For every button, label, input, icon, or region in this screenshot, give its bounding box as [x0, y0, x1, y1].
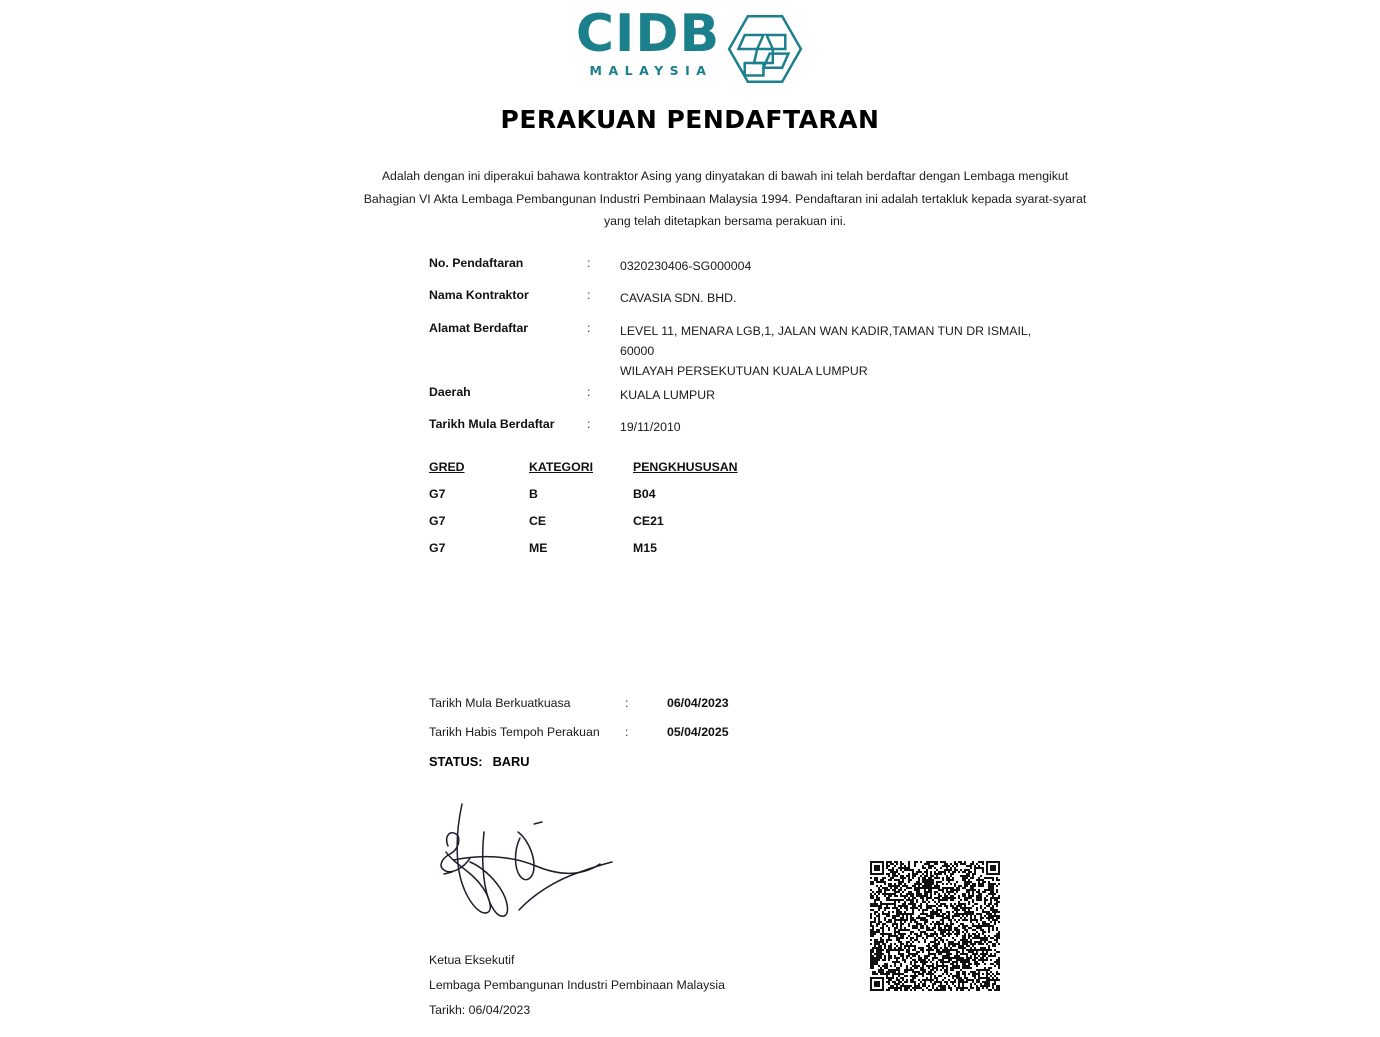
- colon: :: [587, 417, 591, 432]
- grade-category-table: [429, 460, 793, 568]
- column-header-kategori: KATEGORI: [529, 460, 593, 474]
- validity-row-effective-date: [429, 696, 949, 710]
- validity-row-expiry-date: [429, 725, 949, 739]
- registration-details-secondary: [429, 385, 1129, 450]
- label-district: Daerah: [429, 385, 471, 399]
- status-badge: [429, 754, 949, 769]
- table-row: [429, 487, 793, 514]
- label-effective-date: Tarikh Mula Berkuatkuasa: [429, 696, 571, 710]
- colon: :: [587, 288, 591, 303]
- cell-pengkhususan: B04: [633, 487, 656, 501]
- detail-row-registered-address: [429, 321, 1129, 382]
- label-status: STATUS:: [429, 754, 483, 769]
- cell-pengkhususan: CE21: [633, 514, 664, 528]
- address-line-2: 60000: [620, 343, 655, 358]
- cell-gred: G7: [429, 541, 446, 555]
- logo-subtext: MALAYSIA: [589, 63, 713, 78]
- value-registered-address: [620, 321, 1031, 382]
- label-contractor-name: Nama Kontraktor: [429, 288, 529, 303]
- label-registered-address: Alamat Berdaftar: [429, 320, 529, 335]
- table-row: [429, 514, 793, 541]
- value-contractor-name: CAVASIA SDN. BHD.: [620, 291, 737, 306]
- cell-pengkhususan: M15: [633, 541, 657, 555]
- detail-row-district: [429, 385, 1129, 405]
- cell-kategori: B: [529, 487, 538, 501]
- cidb-hexagon-h-icon: [726, 10, 804, 93]
- intro-paragraph: Adalah dengan ini diperakui bahawa kontraktor Asing yang dinyatakan di bawah ini telah berdaftar dengan Lembaga mengikut Bahagian VI Akta Lembaga Pembangunan Industri Pembinaan Malaysia 1994. Pendaftaran ini adalah tertakluk kepada syarat-syarat yang telah ditetapkan bersama perakuan ini.: [363, 169, 1087, 229]
- value-district: KUALA LUMPUR: [620, 388, 715, 402]
- handwritten-signature: [424, 788, 634, 938]
- column-header-gred: GRED: [429, 460, 465, 474]
- table-header-row: [429, 460, 793, 487]
- label-registration-no: No. Pendaftaran: [429, 256, 524, 270]
- footer-organization: Lembaga Pembangunan Industri Pembinaan Malaysia: [429, 978, 725, 992]
- column-header-pengkhususan: PENGKHUSUSAN: [633, 460, 738, 474]
- qr-code: [868, 859, 1002, 995]
- footer-title: Ketua Eksekutif: [429, 953, 515, 967]
- value-registration-no: 0320230406-SG000004: [620, 259, 752, 273]
- cidb-logo: [0, 4, 1380, 93]
- detail-row-registration-no: [429, 256, 1129, 276]
- colon: :: [587, 256, 591, 270]
- address-line-1: LEVEL 11, MENARA LGB,1, JALAN WAN KADIR,TAMAN TUN DR ISMAIL,: [620, 323, 1032, 338]
- value-start-date: 19/11/2010: [620, 420, 681, 435]
- table-row: [429, 541, 793, 568]
- cell-gred: G7: [429, 487, 446, 501]
- page-title: PERAKUAN PENDAFTARAN: [500, 105, 880, 134]
- validity-section: [429, 696, 949, 769]
- registration-details: [429, 256, 1129, 393]
- cell-kategori: ME: [529, 541, 548, 555]
- detail-row-contractor-name: [429, 288, 1129, 308]
- label-start-date: Tarikh Mula Berdaftar: [429, 417, 555, 432]
- label-expiry-date: Tarikh Habis Tempoh Perakuan: [429, 725, 600, 739]
- value-expiry-date: 05/04/2025: [667, 725, 729, 739]
- colon: :: [625, 725, 629, 739]
- footer-date: Tarikh: 06/04/2023: [429, 1003, 531, 1017]
- cell-kategori: CE: [529, 514, 547, 528]
- colon: :: [587, 320, 591, 335]
- value-effective-date: 06/04/2023: [667, 696, 729, 710]
- colon: :: [587, 385, 591, 399]
- value-status: BARU: [492, 754, 530, 769]
- cell-gred: G7: [429, 514, 446, 528]
- logo-wordmark: CIDB: [575, 4, 721, 64]
- address-line-3: WILAYAH PERSEKUTUAN KUALA LUMPUR: [620, 364, 868, 379]
- colon: :: [625, 696, 629, 710]
- detail-row-start-date: [429, 417, 1129, 437]
